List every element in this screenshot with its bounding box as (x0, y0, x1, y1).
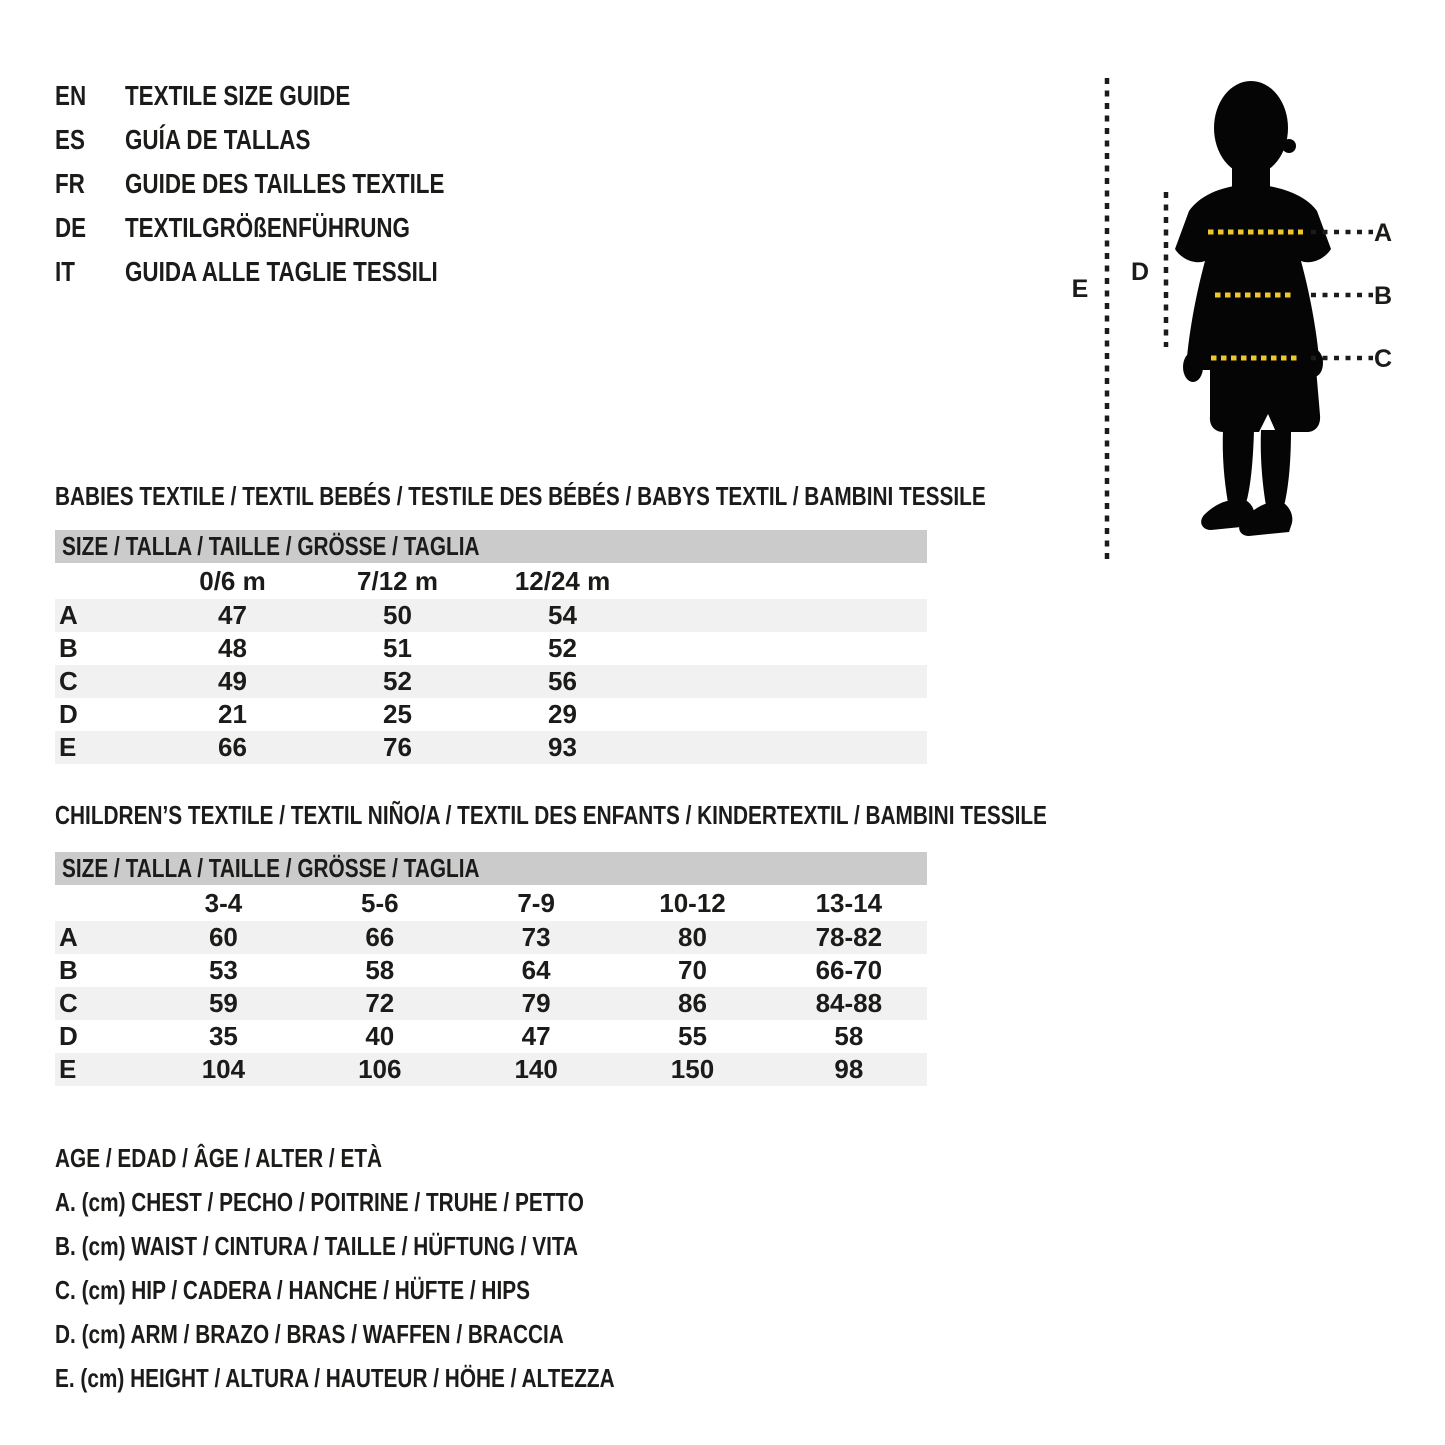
row-label: D (59, 699, 78, 729)
measurement-legend (55, 1136, 755, 1400)
table-row-e (55, 731, 927, 764)
legend-height-line (55, 1356, 755, 1400)
table-cell: 54 (548, 600, 577, 630)
row-label: D (59, 1021, 78, 1051)
table-cell: 50 (383, 600, 412, 630)
lang-row-fr (55, 162, 524, 206)
table-row-d (55, 1020, 927, 1053)
legend-hip-line (55, 1268, 755, 1312)
table-cell: 40 (365, 1021, 395, 1051)
row-label: A (59, 922, 78, 952)
row-label: B (59, 955, 78, 985)
babies-column-header-row (55, 563, 927, 599)
legend-waist-text: B. (cm) WAIST / CINTURA / TAILLE / HÜFTUNG / VITA (55, 1231, 579, 1261)
table-cell: 66 (218, 732, 247, 762)
table-row-d (55, 698, 927, 731)
measure-label-b: B (1373, 282, 1393, 310)
children-table-header-text: SIZE / TALLA / TAILLE / GRÖSSE / TAGLIA (62, 853, 480, 883)
lang-code: IT (55, 256, 75, 287)
table-cell: 76 (383, 732, 412, 762)
table-cell: 21 (218, 699, 247, 729)
table-cell: 48 (218, 633, 247, 663)
table-cell: 78-82 (815, 922, 883, 952)
children-size-table (55, 852, 927, 1086)
babies-size-table (55, 530, 927, 764)
table-cell: 84-88 (815, 988, 883, 1018)
table-cell: 52 (548, 633, 577, 663)
measure-label-a: A (1373, 219, 1393, 247)
children-section-title-text: CHILDREN’S TEXTILE / TEXTIL NIÑO/A / TEXTIL DES ENFANTS / KINDERTEXTIL / BAMBINI TESSILE (55, 800, 1047, 830)
legend-height-text: E. (cm) HEIGHT / ALTURA / HAUTEUR / HÖHE / ALTEZZA (55, 1363, 615, 1393)
table-cell: 35 (208, 1021, 238, 1051)
guide-title-de: TEXTILGRÖßENFÜHRUNG (125, 212, 410, 243)
table-cell: 80 (678, 922, 707, 952)
lang-code: FR (55, 168, 85, 199)
table-row-b (55, 954, 927, 987)
table-row-a (55, 921, 927, 954)
row-label: C (59, 666, 78, 696)
lang-code: EN (55, 80, 87, 111)
table-cell: 29 (548, 699, 577, 729)
table-cell: 66-70 (815, 955, 883, 985)
table-cell: 98 (834, 1054, 864, 1084)
legend-hip-text: C. (cm) HIP / CADERA / HANCHE / HÜFTE / HIPS (55, 1275, 530, 1305)
silhouette-head (1214, 81, 1288, 175)
child-silhouette (1175, 81, 1331, 536)
silhouette-shorts (1210, 368, 1320, 432)
lang-code: ES (55, 124, 85, 155)
guide-title-it: GUIDA ALLE TAGLIE TESSILI (125, 256, 438, 287)
table-cell: 47 (218, 600, 247, 630)
row-label: A (59, 600, 78, 630)
legend-waist-line (55, 1224, 755, 1268)
silhouette-tshirt (1175, 184, 1331, 370)
language-title-list (55, 74, 524, 294)
table-cell: 58 (365, 955, 395, 985)
measure-label-c: C (1373, 345, 1393, 373)
table-row-c (55, 665, 927, 698)
babies-table-header (55, 530, 927, 563)
lang-row-en (55, 74, 524, 118)
table-row-e (55, 1053, 927, 1086)
table-row-a (55, 599, 927, 632)
table-cell: 72 (365, 988, 395, 1018)
table-cell: 58 (834, 1021, 864, 1051)
column-header: 10-12 (659, 887, 726, 918)
silhouette-left-leg (1223, 430, 1254, 503)
column-header: 0/6 m (199, 565, 266, 596)
table-cell: 51 (383, 633, 412, 663)
column-header: 12/24 m (514, 565, 611, 596)
lang-row-it (55, 250, 524, 294)
babies-section-title (55, 481, 1218, 511)
table-cell: 59 (208, 988, 238, 1018)
children-table-header (55, 852, 927, 885)
legend-chest-line (55, 1180, 755, 1224)
silhouette-left-hand (1183, 352, 1203, 382)
lang-row-de (55, 206, 524, 250)
table-cell: 56 (548, 666, 577, 696)
table-cell: 52 (383, 666, 412, 696)
children-section-title (55, 800, 1295, 830)
row-label: C (59, 988, 78, 1018)
child-silhouette-figure (1060, 70, 1445, 590)
table-cell: 49 (218, 666, 247, 696)
silhouette-ear (1282, 139, 1296, 153)
column-header: 5-6 (360, 887, 399, 918)
guide-title-fr: GUIDE DES TAILLES TEXTILE (125, 168, 445, 199)
table-cell: 79 (521, 988, 551, 1018)
table-cell: 86 (678, 988, 707, 1018)
lang-code: DE (55, 212, 87, 243)
row-label: B (59, 633, 78, 663)
column-header: 13-14 (815, 887, 883, 918)
table-cell: 93 (548, 732, 577, 762)
legend-chest-text: A. (cm) CHEST / PECHO / POITRINE / TRUHE / PETTO (55, 1187, 584, 1217)
measure-label-d: D (1130, 258, 1150, 286)
table-cell: 55 (678, 1021, 707, 1051)
column-header: 7-9 (517, 887, 555, 918)
column-header: 7/12 m (357, 565, 438, 596)
legend-age-line (55, 1136, 755, 1180)
table-cell: 25 (383, 699, 412, 729)
table-cell: 53 (208, 955, 238, 985)
row-label: E (59, 732, 77, 762)
column-header: 3-4 (204, 887, 243, 918)
legend-age-text: AGE / EDAD / ÂGE / ALTER / ETÀ (55, 1143, 383, 1173)
silhouette-right-leg (1261, 430, 1291, 506)
measure-label-e: E (1071, 275, 1089, 303)
table-cell: 60 (208, 922, 238, 952)
table-cell: 73 (521, 922, 551, 952)
table-cell: 70 (678, 955, 707, 985)
children-column-header-row (55, 885, 927, 921)
table-cell: 47 (521, 1021, 551, 1051)
table-cell: 140 (514, 1054, 558, 1084)
legend-arm-line (55, 1312, 755, 1356)
legend-arm-text: D. (cm) ARM / BRAZO / BRAS / WAFFEN / BRACCIA (55, 1319, 564, 1349)
table-cell: 104 (201, 1054, 246, 1084)
table-cell: 106 (358, 1054, 402, 1084)
row-label: E (59, 1054, 77, 1084)
table-cell: 150 (670, 1054, 715, 1084)
table-cell: 66 (365, 922, 395, 952)
table-row-b (55, 632, 927, 665)
table-row-c (55, 987, 927, 1020)
lang-row-es (55, 118, 524, 162)
babies-table-header-text: SIZE / TALLA / TAILLE / GRÖSSE / TAGLIA (62, 531, 480, 561)
guide-title-es: GUÍA DE TALLAS (125, 124, 311, 155)
table-cell: 64 (521, 955, 551, 985)
guide-title-en: TEXTILE SIZE GUIDE (125, 80, 351, 111)
babies-section-title-text: BABIES TEXTILE / TEXTIL BEBÉS / TESTILE DES BÉBÉS / BABYS TEXTIL / BAMBINI TESSILE (55, 481, 986, 511)
